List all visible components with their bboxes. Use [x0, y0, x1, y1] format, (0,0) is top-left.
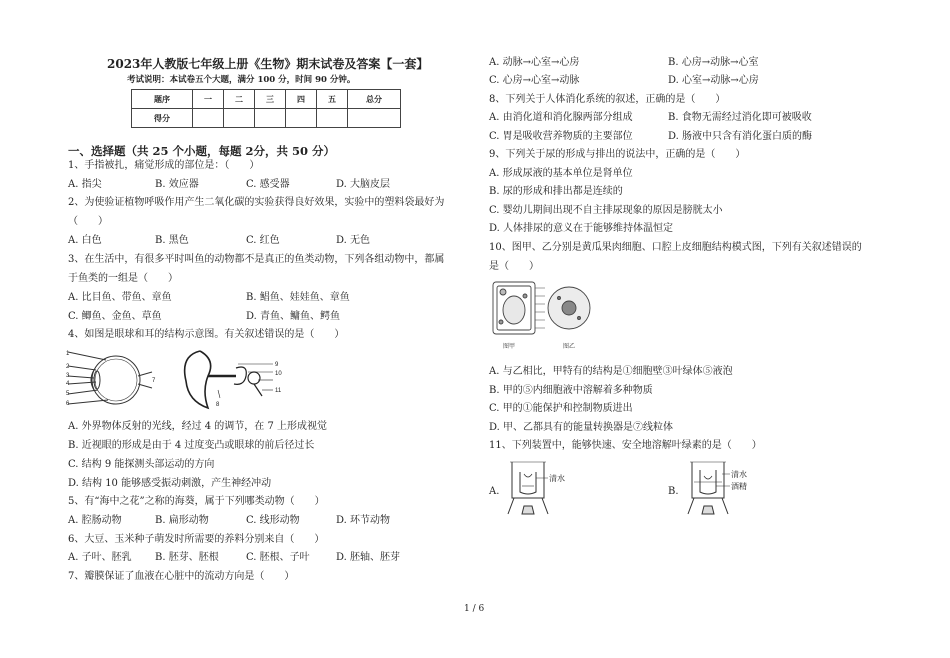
score-cell: 四 [286, 90, 317, 109]
apparatus-b [682, 456, 762, 520]
option-text: A. 白色 [68, 235, 102, 246]
option-text: D. 结构 10 能够感受振动刺激，产生神经冲动 [68, 478, 272, 489]
option-text: C. 胃是吸收营养物质的主要部位 [489, 131, 633, 142]
eye-label: 3 [66, 373, 70, 379]
option-text: A. 腔肠动物 [68, 515, 122, 526]
option-text: D. 大脑皮层 [336, 179, 391, 190]
question-11: 11、下列装置中，能够快速、安全地溶解叶绿素的是（ ） [489, 440, 762, 451]
eye-label: 5 [66, 391, 70, 397]
option-text: A. 由消化道和消化腺两部分组成 [489, 112, 633, 123]
option-label-b: B. [668, 486, 679, 497]
option-text: C. 鲫鱼、金鱼、草鱼 [68, 311, 162, 322]
option-text: B. 食物无需经过消化即可被吸收 [668, 112, 812, 123]
question-10: 10、图甲、乙分别是黄瓜果肉细胞、口腔上皮细胞结构模式图，下列有关叙述错误的 [489, 242, 862, 253]
score-cell: 二 [224, 90, 255, 109]
animal-cell-diagram [548, 287, 590, 329]
ear-label: 9 [275, 362, 279, 368]
cell-figure [489, 276, 609, 352]
option-text: B. 扁形动物 [155, 515, 209, 526]
option-text: C. 婴幼儿期间出现不自主排尿现象的原因是膀胱太小 [489, 205, 723, 216]
question-6: 6、大豆、玉米种子萌发时所需要的养料分别来自（ ） [68, 534, 325, 545]
ear-labels [216, 362, 282, 408]
section-heading: 一、选择题（共 25 个小题，每题 2分，共 50 分） [68, 144, 336, 158]
score-cell: 一 [193, 90, 224, 109]
option-text: C. 红色 [246, 235, 280, 246]
ear-label: 10 [275, 371, 282, 377]
question-2-cont: （ ） [68, 216, 108, 227]
score-cell: 五 [317, 90, 348, 109]
option-text: C. 胚根、子叶 [246, 552, 310, 563]
option-text: D. 心室→动脉→心房 [668, 75, 759, 86]
question-1: 1、手指被扎，痛觉形成的部位是：（ ） [68, 160, 260, 171]
score-cell [286, 109, 317, 128]
ear-diagram [185, 351, 273, 408]
option-text: D. 青鱼、鳙鱼、鳄鱼 [246, 311, 341, 322]
cell-caption-yi: 图乙 [563, 343, 576, 350]
page-title: 2023年人教版七年级上册《生物》期末试卷及答案【一套】 [107, 57, 429, 71]
eye-label: 1 [66, 351, 70, 357]
option-text: B. 甲的⑤内细胞液中溶解着多种物质 [489, 385, 653, 396]
option-label-a: A. [489, 486, 500, 497]
option-text: A. 形成尿液的基本单位是肾单位 [489, 168, 633, 179]
option-text: B. 近视眼的形成是由于 4 过度变凸或眼球的前后径过长 [68, 440, 315, 451]
option-text: A. 比目鱼、带鱼、章鱼 [68, 292, 172, 303]
eye-label: 6 [66, 401, 70, 407]
option-text: B. 胚芽、胚根 [155, 552, 219, 563]
ear-label: 11 [275, 388, 282, 394]
question-10-cont: 是（ ） [489, 261, 539, 272]
question-4: 4、如图是眼球和耳的结构示意图。有关叙述错误的是（ ） [68, 329, 345, 340]
score-cell: 得分 [132, 109, 193, 128]
eye-ear-figure [68, 346, 293, 414]
option-text: C. 感受器 [246, 179, 290, 190]
score-cell: 三 [255, 90, 286, 109]
page-number: 1 / 6 [464, 604, 485, 614]
option-text: B. 尿的形成和排出都是连续的 [489, 186, 623, 197]
score-cell: 总分 [348, 90, 401, 109]
score-cell [348, 109, 401, 128]
score-table [131, 89, 401, 128]
option-text: B. 效应器 [155, 179, 199, 190]
exam-note: 考试说明：本试卷五个大题，满分 100 分，时间 90 分钟。 [127, 75, 356, 85]
score-row-values [132, 109, 401, 128]
score-cell [193, 109, 224, 128]
eye-diagram [68, 352, 152, 404]
question-2: 2、为使验证植物呼吸作用产生二氧化碳的实验获得良好效果，实验中的塑料袋最好为 [68, 197, 445, 208]
score-cell [317, 109, 348, 128]
apparatus-a [502, 456, 572, 520]
option-text: D. 无色 [336, 235, 371, 246]
water-label-b: 清水 [731, 470, 747, 479]
option-text: C. 结构 9 能探测头部运动的方向 [68, 459, 215, 470]
ear-label: 8 [216, 402, 220, 408]
option-text: D. 甲、乙都具有的能量转换器是⑦线粒体 [489, 422, 674, 433]
option-text: D. 肠液中只含有消化蛋白质的酶 [668, 131, 813, 142]
option-text: C. 线形动物 [246, 515, 300, 526]
score-cell [224, 109, 255, 128]
question-8: 8、下列关于人体消化系统的叙述，正确的是（ ） [489, 94, 726, 105]
question-3: 3、在生活中，有很多平时叫鱼的动物都不是真正的鱼类动物，下列各组动物中，都属 [68, 254, 445, 265]
option-text: C. 甲的①能保护和控制物质进出 [489, 403, 633, 414]
score-cell [255, 109, 286, 128]
option-text: D. 胚轴、胚芽 [336, 552, 401, 563]
question-9: 9、下列关于尿的形成与排出的说法中，正确的是（ ） [489, 149, 746, 160]
eye-label: 4 [66, 381, 70, 387]
eye-label: 2 [66, 364, 70, 370]
alcohol-label-b: 酒精 [731, 482, 747, 491]
score-row-header [132, 90, 401, 109]
option-text: A. 指尖 [68, 179, 102, 190]
question-5: 5、有“海中之花”之称的海葵，属于下列哪类动物（ ） [68, 496, 325, 507]
eye-label: 7 [152, 378, 156, 384]
question-3-cont: 于鱼类的一组是（ ） [68, 273, 178, 284]
option-text: B. 鲳鱼、娃娃鱼、章鱼 [246, 292, 350, 303]
option-text: B. 黑色 [155, 235, 189, 246]
plant-cell-diagram [493, 282, 545, 334]
water-label-a: 清水 [549, 474, 565, 483]
option-text: A. 外界物体反射的光线，经过 4 的调节，在 7 上形成视觉 [68, 421, 328, 432]
option-text: B. 心房→动脉→心室 [668, 57, 759, 68]
option-text: C. 心房→心室→动脉 [489, 75, 580, 86]
option-text: D. 人体排尿的意义在于能够维持体温恒定 [489, 223, 674, 234]
score-cell: 题序 [132, 90, 193, 109]
question-7: 7、瓣膜保证了血液在心脏中的流动方向是（ ） [68, 571, 295, 582]
cell-caption-jia: 图甲 [503, 343, 516, 350]
option-text: A. 与乙相比，甲特有的结构是①细胞壁③叶绿体⑤液泡 [489, 366, 733, 377]
option-text: D. 环节动物 [336, 515, 391, 526]
option-text: A. 动脉→心室→心房 [489, 57, 580, 68]
option-text: A. 子叶、胚乳 [68, 552, 132, 563]
